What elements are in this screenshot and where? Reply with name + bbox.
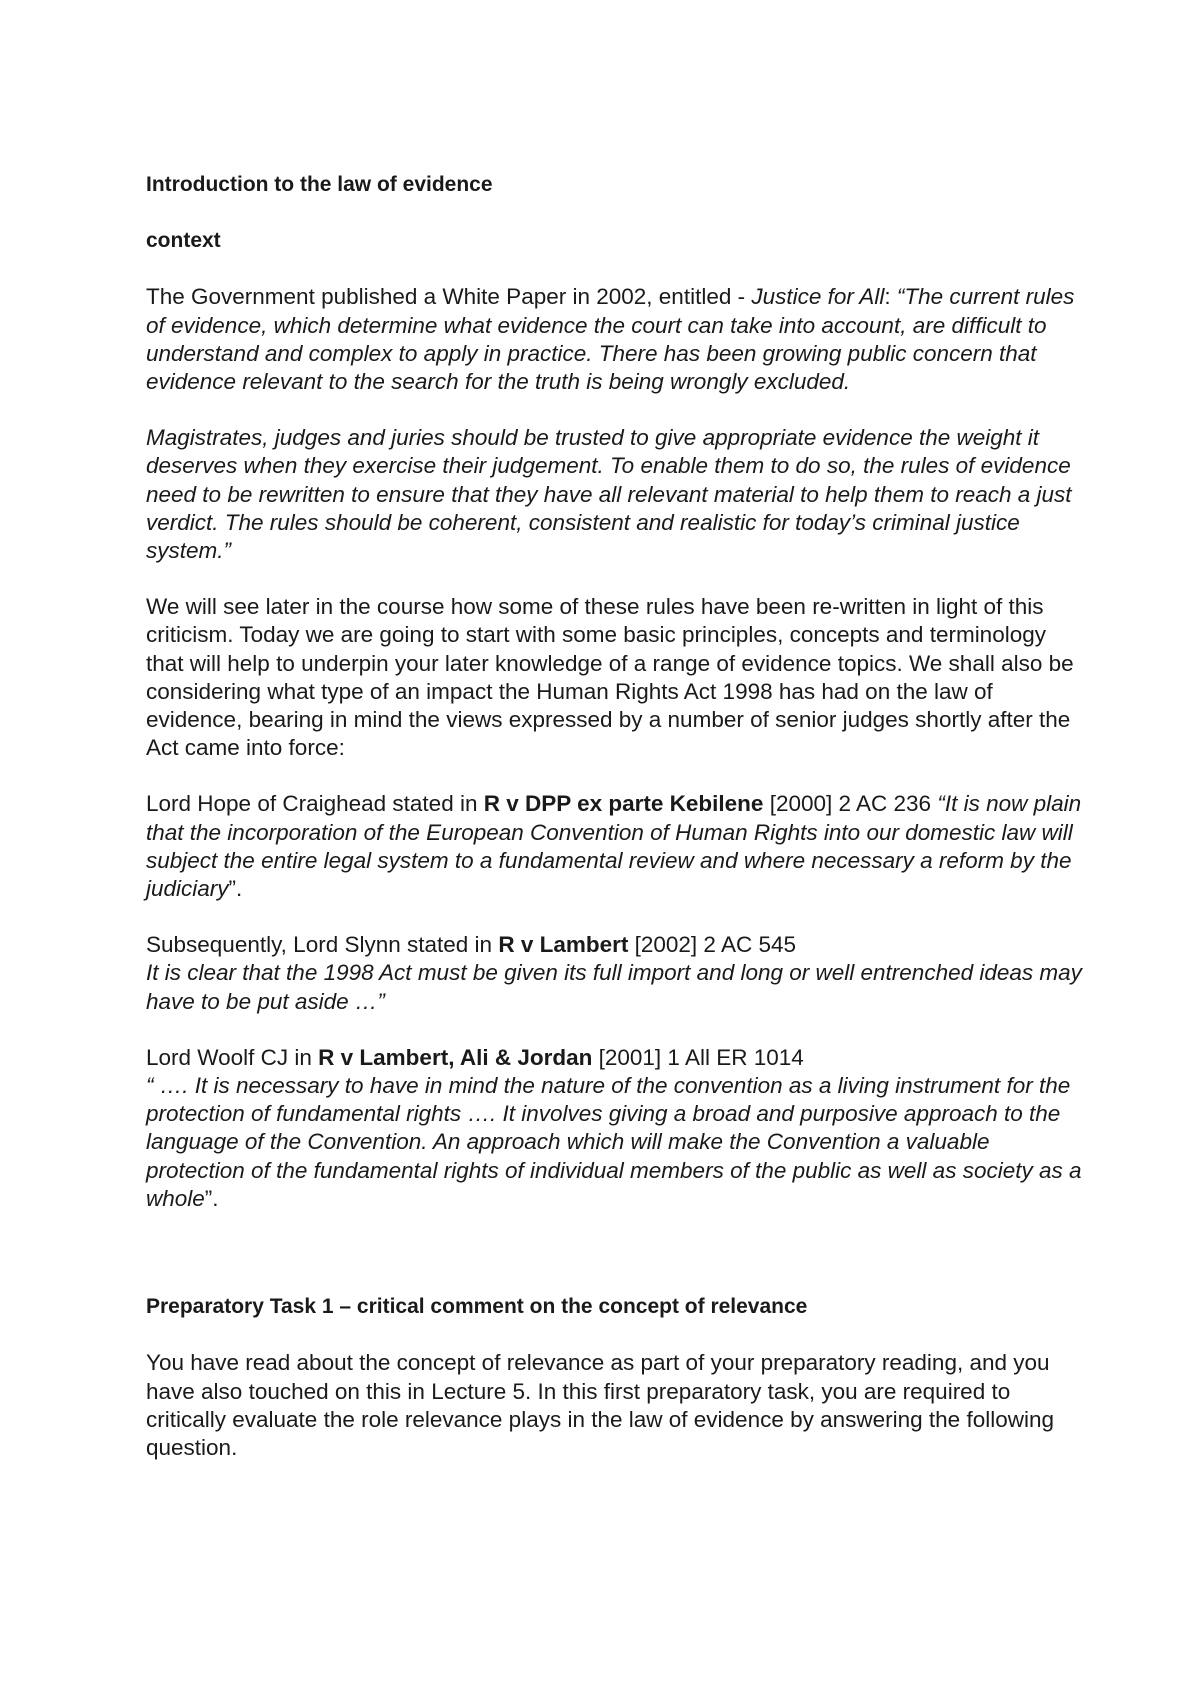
case-name: R v Lambert, Ali & Jordan xyxy=(318,1044,593,1070)
paragraph-white-paper xyxy=(146,283,1086,396)
quote-text: “ …. It is necessary to have in mind the nature of the convention as a living instrument for the protection of fundamental rights …. It involves giving a broad and purposive approach to the language of the Convention. An approach which will make the Convention a valuable protection of the fundamental rights of individual members of the public as well as society as a whole xyxy=(146,1073,1082,1211)
section-subtitle: context xyxy=(146,229,221,253)
case-name: R v DPP ex parte Kebilene xyxy=(483,791,764,817)
quote-text: “It is now plain that the incorporation of the European Convention of Human Rights into our domestic law will subject the entire legal system to a fundamental review and where necessary a reform by the judiciary xyxy=(146,791,1082,902)
paragraph-text: Lord Hope of Craighead stated in xyxy=(146,791,484,817)
paragraph-task-instructions: You have read about the concept of relevance as part of your preparatory reading, and you have also touched on this in Lecture 5. In this first preparatory task, you are required to critically evaluate the role relevance plays in the law of evidence by answering the following question. xyxy=(146,1350,1054,1460)
colon: : xyxy=(884,284,897,310)
paragraph-lord-hope xyxy=(146,790,1086,903)
paragraph-text: The Government published a White Paper in 2002, entitled - xyxy=(146,284,752,310)
task-heading: Preparatory Task 1 – critical comment on the concept of relevance xyxy=(146,1295,808,1319)
quote-text: Magistrates, judges and juries should be trusted to give appropriate evidence the weight it deserves when they exercise their judgement. To enable them to do so, the rules of evidence need to be rewritten to ensure that they have all relevant material to help them to reach a just verdict. The rules should be coherent, consistent and realistic for today’s criminal justice system.” xyxy=(146,425,1072,564)
paragraph-text: Lord Woolf CJ in xyxy=(146,1044,319,1070)
case-citation: [2000] 2 AC 236 xyxy=(763,791,938,817)
case-citation: [2002] 2 AC 545 xyxy=(628,932,796,958)
paragraph-lord-woolf xyxy=(146,1044,1086,1213)
paragraph-text: Subsequently, Lord Slynn stated in xyxy=(146,932,499,958)
paragraph-lord-slynn xyxy=(146,931,1086,1016)
case-name: R v Lambert xyxy=(498,932,629,958)
case-citation: [2001] 1 All ER 1014 xyxy=(592,1044,804,1070)
quote-text: “The current rules of evidence, which determine what evidence the court can take into account, are difficult to understand and complex to apply in practice. There has been growing public concern that evidence relevant to the search for the truth is being wrongly excluded. xyxy=(146,284,1075,395)
paper-title: Justice for All xyxy=(751,284,885,310)
paragraph-course-intro: We will see later in the course how some of these rules have been re-written in light of this criticism. Today we are going to start with some basic principles, concepts and terminology that will help to underpin your later knowledge of a range of evidence topics. We shall also be considering what type of an impact the Human Rights Act 1998 has had on the law of evidence, bearing in mind the views expressed by a number of senior judges shortly after the Act came into force: xyxy=(146,594,1074,761)
document-title: Introduction to the law of evidence xyxy=(146,173,493,196)
document-page xyxy=(146,171,1086,1462)
quote-end: ”. xyxy=(204,1185,219,1211)
quote-end: ”. xyxy=(228,876,243,902)
paragraph-quote-continued xyxy=(146,424,1086,565)
quote-text: It is clear that the 1998 Act must be given its full import and long or well entrenched ideas may have to be put aside …” xyxy=(146,960,1082,1014)
